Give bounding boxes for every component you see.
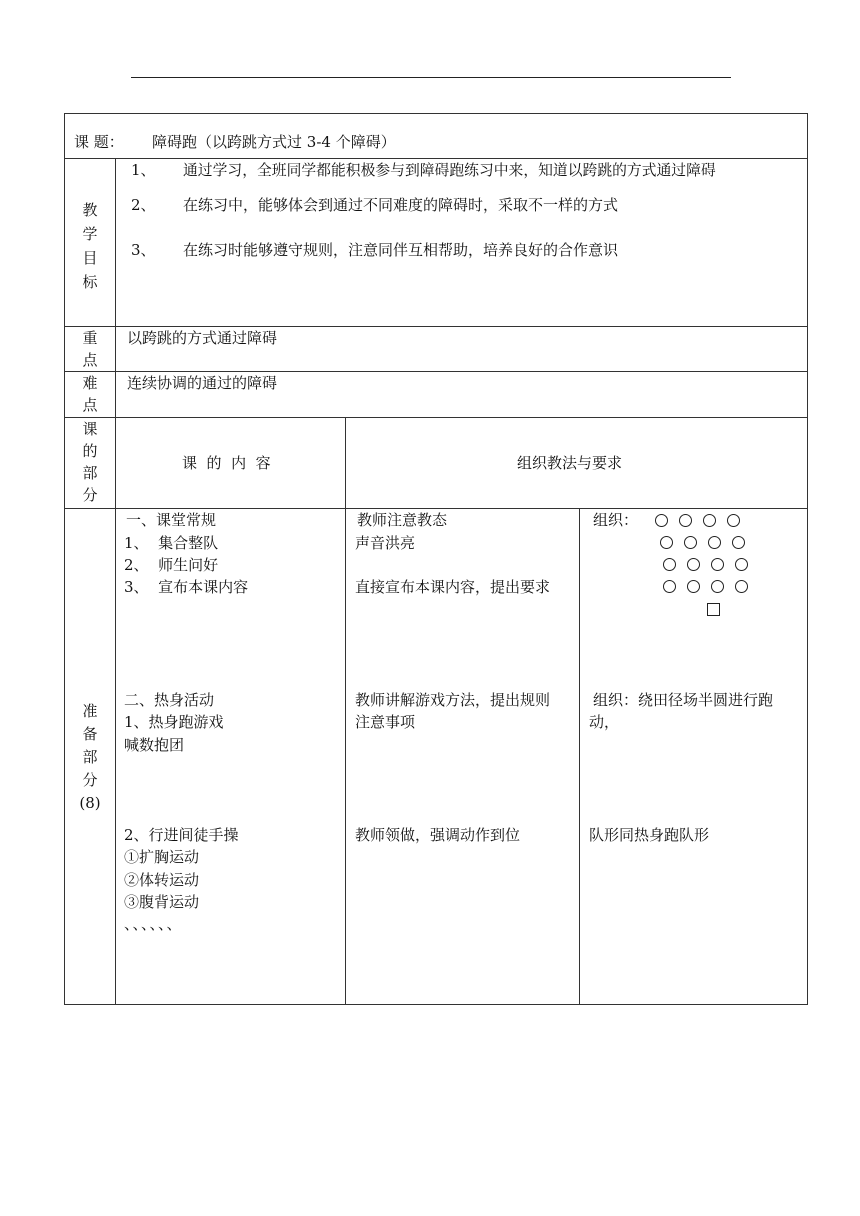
student-circle-icon — [703, 514, 716, 527]
exercise-item-3: ③腹背运动 — [124, 893, 200, 911]
lesson-part-label: 课 的 部 分 — [82, 420, 98, 504]
teacher-warmup-note-1: 教师讲解游戏方法，提出规则 — [355, 691, 551, 709]
student-circle-icon — [663, 580, 676, 593]
header-rule — [131, 77, 731, 78]
routine-item-1: 1、 集合整队 — [124, 534, 219, 552]
student-circle-icon — [679, 514, 692, 527]
content-column-header: 课 的 内 容 — [182, 454, 271, 472]
student-circle-icon — [727, 514, 740, 527]
warmup-item-2: 喊数抱团 — [124, 736, 185, 754]
teacher-warmup-note-2: 注意事项 — [355, 713, 416, 731]
objective-1-text: 通过学习，全班同学都能积极参与到障碍跑练习中来，知道以跨跳的方式通过障碍 — [183, 162, 716, 179]
warmup-heading: 二、热身活动 — [124, 691, 215, 709]
objective-3-text: 在练习时能够遵守规则，注意同伴互相帮助，培养良好的合作意识 — [183, 241, 619, 259]
objective-3-number: 3、 — [131, 241, 156, 259]
teacher-note-2: 声音洪亮 — [355, 534, 416, 552]
key-point-text: 以跨跳的方式通过障碍 — [127, 329, 278, 347]
student-circle-icon — [687, 558, 700, 571]
warmup-item-1: 1、热身跑游戏 — [124, 713, 224, 731]
student-circle-icon — [684, 536, 697, 549]
lesson-topic-label: 课 题： — [74, 133, 124, 151]
objective-2-number: 2、 — [131, 196, 156, 214]
student-circle-icon — [708, 536, 721, 549]
key-point-label: 重 点 — [82, 329, 98, 369]
method-column-header: 组织教法与要求 — [517, 454, 623, 472]
preparation-part-label: 准 备 部 分 (8) — [79, 702, 101, 812]
objective-1-number: 1、 — [131, 161, 156, 179]
difficulty-label: 难 点 — [82, 374, 98, 414]
objective-2-text: 在练习中，能够体会到通过不同难度的障碍时，采取不一样的方式 — [183, 196, 619, 214]
exercise-item-2: ②体转运动 — [124, 871, 200, 889]
org-label: 组织： — [593, 511, 639, 529]
org-warmup-1: 组织：绕田径场半圆进行跑 — [593, 691, 774, 709]
routine-item-3: 3、 宣布本课内容 — [124, 578, 249, 596]
student-circle-icon — [735, 558, 748, 571]
routine-heading: 一、课堂常规 — [126, 511, 217, 529]
objectives-label: 教 学 目 标 — [82, 201, 98, 291]
teacher-exercise-note: 教师领做，强调动作到位 — [355, 826, 521, 844]
student-circle-icon — [711, 558, 724, 571]
exercise-heading: 2、行进间徒手操 — [124, 826, 239, 844]
student-circle-icon — [735, 580, 748, 593]
teacher-square-icon — [707, 603, 720, 616]
student-circle-icon — [687, 580, 700, 593]
student-circle-icon — [660, 536, 673, 549]
teacher-note-1: 教师注意教态 — [357, 511, 448, 529]
student-circle-icon — [711, 580, 724, 593]
lesson-topic-title: 障碍跑（以跨跳方式过 3-4 个障碍） — [152, 133, 396, 151]
student-circle-icon — [655, 514, 668, 527]
exercise-item-1: ①扩胸运动 — [124, 848, 200, 866]
exercise-ellipsis: 、、、、、、 — [124, 915, 183, 933]
org-warmup-2: 动， — [589, 713, 620, 731]
teacher-note-3: 直接宣布本课内容，提出要求 — [355, 578, 551, 596]
student-circle-icon — [663, 558, 676, 571]
org-exercise: 队形同热身跑队形 — [589, 826, 710, 844]
difficulty-text: 连续协调的通过的障碍 — [127, 374, 278, 392]
student-circle-icon — [732, 536, 745, 549]
routine-item-2: 2、 师生问好 — [124, 556, 219, 574]
